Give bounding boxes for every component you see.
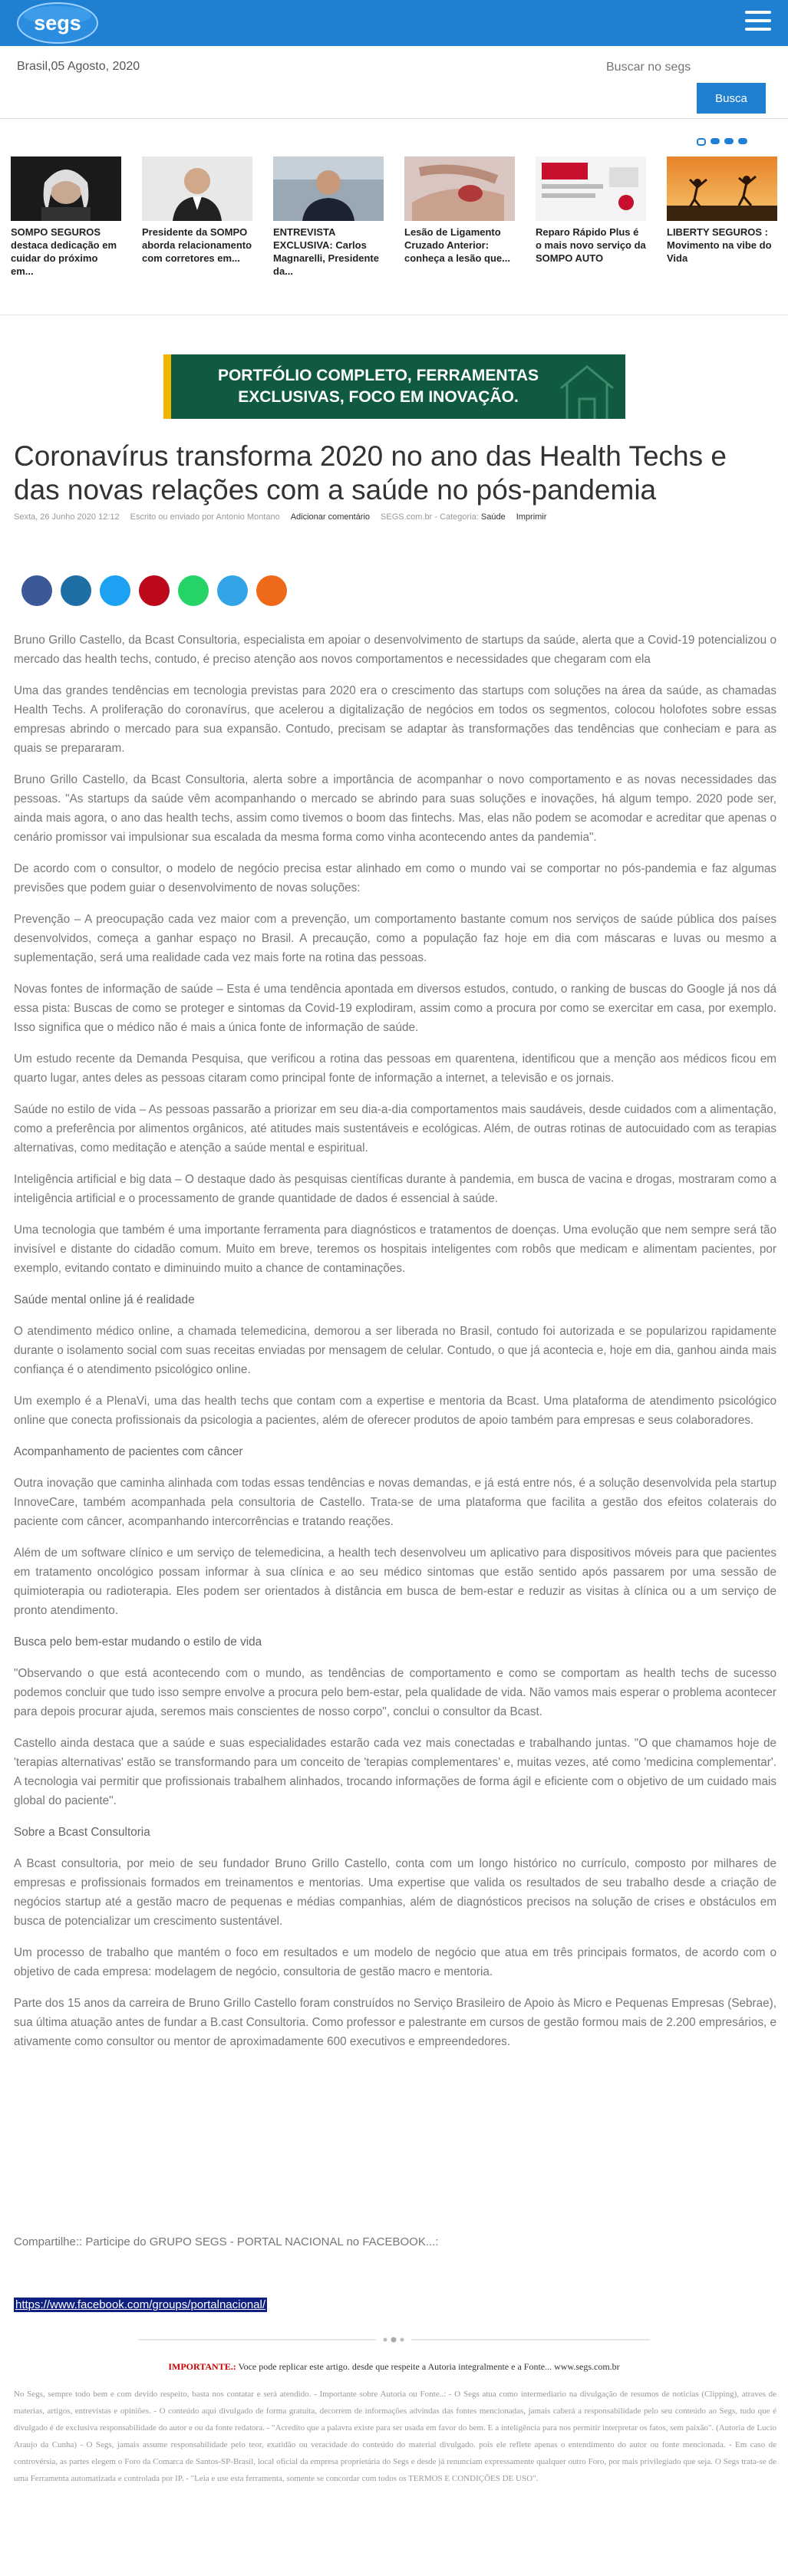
news-title[interactable]: Reparo Rápido Plus é o mais novo serviço da SOMPO AUTO [536, 226, 646, 264]
paragraph: Parte dos 15 anos da carreira de Bruno Grillo Castello foram construídos no Serviço Brasileiro de Apoio às Micro e Pequenas Empresas (Sebrae), sua última atuação antes de fundar a B.cast Consultoria. Como professor e palestrante em cursos de gestão formou mais de 2.200 empresários, e ativamente como consultor ou mentor de aproximadamente 600 executivos e empreendedores. [14, 1997, 776, 2048]
paragraph: "Observando o que está acontecendo com o mundo, as tendências de comportamento e como se comportam as health techs de sucesso podemos concluir que tudo isso sempre envolve a procura pelo bem-estar, pela qualidade de vida. Não vamos mais esperar o problema acontecer para depois procurar ajuda, seremos mais conscientes de nosso corpo", conclui o consultor da Bcast. [14, 1667, 777, 1718]
news-card[interactable] [11, 156, 121, 287]
carousel-indicators [697, 138, 747, 146]
article-source: SEGS.com.br - Categoria: Saúde [381, 512, 506, 522]
paragraph: Um processo de trabalho que mantém o foco em resultados e um modelo de negócio que atua em três principais formatos, de acordo com o objetivo de cada empresa: modelagem de negócio, consultoria de gestão macro e mentoria. [14, 1946, 776, 1978]
svg-text:segs: segs [34, 12, 81, 35]
paragraph: Um exemplo é a PlenaVi, uma das health techs que contam com a expertise e mentoria da Bcast. Uma plataforma de atendimento psicológico online que conecta profissionais da psicologia a pacientes, além de oferecer produtos de apoio também para empresas e seus colaboradores. [14, 1395, 776, 1427]
news-card[interactable] [536, 156, 646, 287]
carousel-dot[interactable] [724, 138, 734, 144]
banner-stripe [163, 354, 171, 419]
sub-header [0, 46, 788, 119]
top-bar [0, 0, 788, 46]
article-title: Coronavírus transforma 2020 no ano das Health Techs e das novas relações com a saúde no pós-pandemia [14, 440, 727, 506]
news-thumbnail[interactable] [667, 156, 777, 221]
section-subtitle: Acompanhamento de pacientes com câncer [14, 1445, 243, 1458]
paragraph: Inteligência artificial e big data – O destaque dado às pesquisas científicas durante à pandemia, em busca de vacina e drogas, mostraram como a inteligência artificial e o processamento de grande quantidade de dados é essencial à saúde. [14, 1173, 776, 1205]
news-title[interactable]: LIBERTY SEGUROS : Movimento na vibe do Vida [667, 226, 772, 264]
carousel-dot[interactable] [738, 138, 747, 144]
important-notice [0, 2361, 788, 2373]
news-card[interactable] [142, 156, 252, 287]
news-title[interactable]: Presidente da SOMPO aborda relacionamento com corretores em... [142, 226, 252, 264]
news-title[interactable]: ENTREVISTA EXCLUSIVA: Carlos Magnarelli, Presidente da... [273, 226, 379, 277]
paragraph: Saúde no estilo de vida – As pessoas passarão a priorizar em seu dia-a-dia comportamentos mais saudáveis, desde cuidados com a alimentação, como a preferência por alimentos orgânicos, até atitudes mais sustentáveis e ecológicas. Além, de outras rotinas de autocuidado com as terapias alternativas, como meditação e atenção a saúde mental e espiritual. [14, 1103, 776, 1155]
banner-text: PORTFÓLIO COMPLETO, FERRAMENTAS EXCLUSIVAS, FOCO EM INOVAÇÃO. [217, 367, 539, 406]
search-button[interactable]: Busca [697, 83, 766, 114]
paragraph: Outra inovação que caminha alinhada com todas essas tendências e novas demandas, e já está entre nós, é a solução desenvolvida pela startup InnoveCare, também acompanhada pela consultoria de Castello. Trata-se de uma plataforma que facilita a gestão dos efeitos colaterais do paciente com câncer, acompanhando intercorrências e tratando reações. [14, 1477, 776, 1528]
news-card[interactable] [273, 156, 384, 287]
category-link[interactable]: Saúde [480, 512, 506, 522]
article-body [14, 631, 776, 2064]
section-subtitle: Busca pelo bem-estar mudando o estilo de vida [14, 1636, 262, 1649]
share-label: Compartilhe:: Participe do GRUPO SEGS - PORTAL NACIONAL no FACEBOOK...: [14, 2235, 439, 2248]
search-input[interactable] [606, 57, 767, 78]
print-link[interactable]: Imprimir [516, 512, 547, 522]
add-comment-link[interactable]: Adicionar comentário [290, 512, 371, 522]
news-card[interactable] [404, 156, 515, 287]
carousel-dot[interactable] [697, 138, 706, 146]
paragraph: A Bcast consultoria, por meio de seu fundador Bruno Grillo Castello, conta com um longo histórico no currículo, composto por milhares de empresas e profissionais formados em treinamentos e mentorias. Uma expertise que valida os resultados de seu trabalho desde a criação de negócios startup até a gestão macro de pequenas e médias companhias, além de diagnósticos precisos na solução de crises e obstáculos em busca de potencializar um crescimento sustentável. [14, 1857, 776, 1928]
news-strip [11, 156, 778, 287]
news-thumbnail[interactable] [11, 156, 121, 221]
news-title[interactable]: Lesão de Ligamento Cruzado Anterior: conheça a lesão que... [404, 226, 510, 264]
paragraph: Um estudo recente da Demanda Pesquisa, que verificou a rotina das pessoas em quarentena, identificou que a menção aos médicos ficou em quarto lugar, antes deles as pessoas citaram como principal fonte de informação a internet, a televisão e os jornais. [14, 1052, 776, 1085]
article-meta [14, 512, 546, 522]
twitter-share-icon[interactable] [100, 575, 130, 606]
whatsapp-share-icon[interactable] [178, 575, 209, 606]
paragraph: Bruno Grillo Castello, da Bcast Consultoria, especialista em apoiar o desenvolvimento de startups da saúde, alerta que a Covid-19 potencializou o mercado das health techs, contudo, é preciso atenção aos novos comportamentos e necessidades que chegaram com ela [14, 634, 776, 666]
current-date: Brasil,05 Agosto, 2020 [17, 60, 140, 73]
important-label: IMPORTANTE.: [168, 2361, 236, 2372]
paragraph: Além de um software clínico e um serviço de telemedicina, a health tech desenvolveu um aplicativo para dispositivos móveis para que pacientes em tratamento oncológico possam informar à sua clínica e ao seu médico sintomas que estão sentido após passarem por uma sessão de quimioterapia ou radioterapia. Eles podem ser orientados à distância em busca de bem-estar e reduzir as visitas à clínica ou a um serviço de pronto atendimento. [14, 1547, 776, 1617]
pinterest-share-icon[interactable] [139, 575, 170, 606]
paragraph: Bruno Grillo Castello, da Bcast Consultoria, alerta sobre a importância de acompanhar o novo comportamento e as novas necessidades das pessoas. "As startups da saúde vêm acompanhando o mercado se abrindo para suas soluções e inovações, há algum tempo. 2020 pode ser, ainda mais agora, o ano das health techs, assim como tivemos o boom das fintechs. Mas, elas não podem se acomodar e acreditar que apenas o cenário promissor vai impulsionar sua escalada da mesma forma como vinha acontecendo antes da pandemia". [14, 773, 776, 844]
menu-icon[interactable] [745, 11, 771, 32]
more-share-icon[interactable] [256, 575, 287, 606]
news-card[interactable] [667, 156, 777, 287]
facebook-share-icon[interactable] [21, 575, 52, 606]
news-thumbnail[interactable] [536, 156, 646, 221]
paragraph: Uma das grandes tendências em tecnologia previstas para 2020 era o crescimento das startups com soluções na área da saúde, as chamadas Health Techs. A proliferação do coronavírus, que acelerou a digitalização de negócios em todos os segmentos, colocou holofotes sobre essas empresas abrindo o mercado para sua expansão. Contudo, precisam se adaptar às transformações das tendências que conheciam e para as quais se prepararam. [14, 684, 776, 755]
footer-disclaimer: No Segs, sempre todo bem e com devido respeito, basta nos contatar e será atendido. - Importante sobre Autoria ou Fonte..: - O Segs atua como intermediario na divulgação de resumos de noticias (Clipping), atraves de materias, artigos, entrevistas e opiniões. - O conteúdo aqui divulgado de forma gratuita, decorrem de informações advindas das fontes mencionadas, jamais caberá a responsabilidade pelo seu conteúdo ao Segs, tudo que é divulgado é de exclusiva responsabilidade do autor e ou da fonte redatora. - "Acredito que a palavra existe para ser usada em favor do bem. E a inteligência para nos permitir interpretar os fatos, sem paixão". (Autoria de Lucio Araujo da Cunha) - O Segs, jamais assume responsabilidade pelo teor, exatidão ou veracidade do conteúdo do material divulgado. pois ele reflete apenas o entendimento do autor ou fonte mencionada. - Em caso de controvérsia, as partes elegem o Foro da Comarca de Santos-SP-Brasil, local oficial da empresa proprietária do Segs e desde já renunciam expressamente qualquer outro Foro, por mais privilegiado que seja. O Segs trata-se de uma Ferramenta automatizada e controlada por IP. - "Leia e use esta ferramenta, somente se concordar com todos os TERMOS E CONDIÇÕES DE USO". [14, 2390, 776, 2483]
article-date: Sexta, 26 Junho 2020 12:12 [14, 512, 120, 522]
paragraph: De acordo com o consultor, o modelo de negócio precisa estar alinhado em como o mundo vai se comportar no pós-pandemia e faz algumas previsões que podem guiar o desenvolvimento de novas soluções: [14, 862, 776, 894]
news-thumbnail[interactable] [142, 156, 252, 221]
paragraph: O atendimento médico online, a chamada telemedicina, demorou a ser liberada no Brasil, contudo foi autorizada e se popularizou rapidamente durante o isolamento social com suas receitas enviadas por mensagem de celular. Contudo, o que já acontecia e, hoje em dia, ganhou ainda mais confiança é o atendimento psicológico online. [14, 1325, 776, 1376]
paragraph: Uma tecnologia que também é uma importante ferramenta para diagnósticos e tratamentos de doenças. Uma evolução que nem sempre será tão invisível e distante do cidadão comum. Muito em breve, teremos os hospitais inteligentes com robôs que medicam e alimentam pacientes, por exemplo, evitando contato e diminuindo muito a chance de contaminações. [14, 1224, 776, 1275]
paragraph: Prevenção – A preocupação cada vez maior com a prevenção, um comportamento bastante comum nos serviços de saúde pública dos países desenvolvidos, começa a ganhar espaço no Brasil. A precaução, como a população faz hoje em dia com máscaras e luvas ou mesmo a suplementação, será uma realidade cada vez mais forte na rotina das pessoas. [14, 913, 776, 964]
important-text: Voce pode replicar este artigo. desde que respeite a Autoria integralmente e a Fonte... www.segs.com.br [236, 2361, 620, 2372]
facebook-group-link[interactable]: https://www.facebook.com/groups/portalnacional/ [15, 2298, 266, 2311]
segs-logo[interactable] [15, 2, 100, 44]
paragraph: Novas fontes de informação de saúde – Esta é uma tendência apontada em diversos estudos, contudo, o ranking de buscas do Google já nos dá essa pista: Buscas de como se proteger e sintomas da Covid-19 explodiram, assim como a procura por como se exercitar em casa, por exemplo. Isso significa que o médico não é mais a única fonte de informação de saúde. [14, 983, 776, 1034]
share-buttons [21, 575, 287, 606]
paragraph: Castello ainda destaca que a saúde e suas especialidades estarão cada vez mais conectadas e trabalhando juntas. "O que chamamos hoje de 'terapias alternativas' estão se transformando para um conceito de 'terapias complementares' e, muitas vezes, até como 'medicina complementar'. A tecnologia vai permitir que profissionais trabalhem alinhados, trocando informações de forma ágil e eficiente com o objetivo de um cuidado mais global do paciente". [14, 1737, 776, 1807]
news-thumbnail[interactable] [404, 156, 515, 221]
carousel-dot[interactable] [711, 138, 720, 144]
section-subtitle: Sobre a Bcast Consultoria [14, 1826, 150, 1839]
ad-banner[interactable] [163, 354, 625, 419]
news-title[interactable]: SOMPO SEGUROS destaca dedicação em cuidar do próximo em... [11, 226, 117, 277]
section-subtitle: Saúde mental online já é realidade [14, 1293, 195, 1306]
house-icon [556, 361, 618, 419]
ornamental-divider [138, 2336, 650, 2344]
linkedin-share-icon[interactable] [61, 575, 91, 606]
telegram-share-icon[interactable] [217, 575, 248, 606]
news-thumbnail[interactable] [273, 156, 384, 221]
article-author: Escrito ou enviado por Antonio Montano [130, 512, 280, 522]
